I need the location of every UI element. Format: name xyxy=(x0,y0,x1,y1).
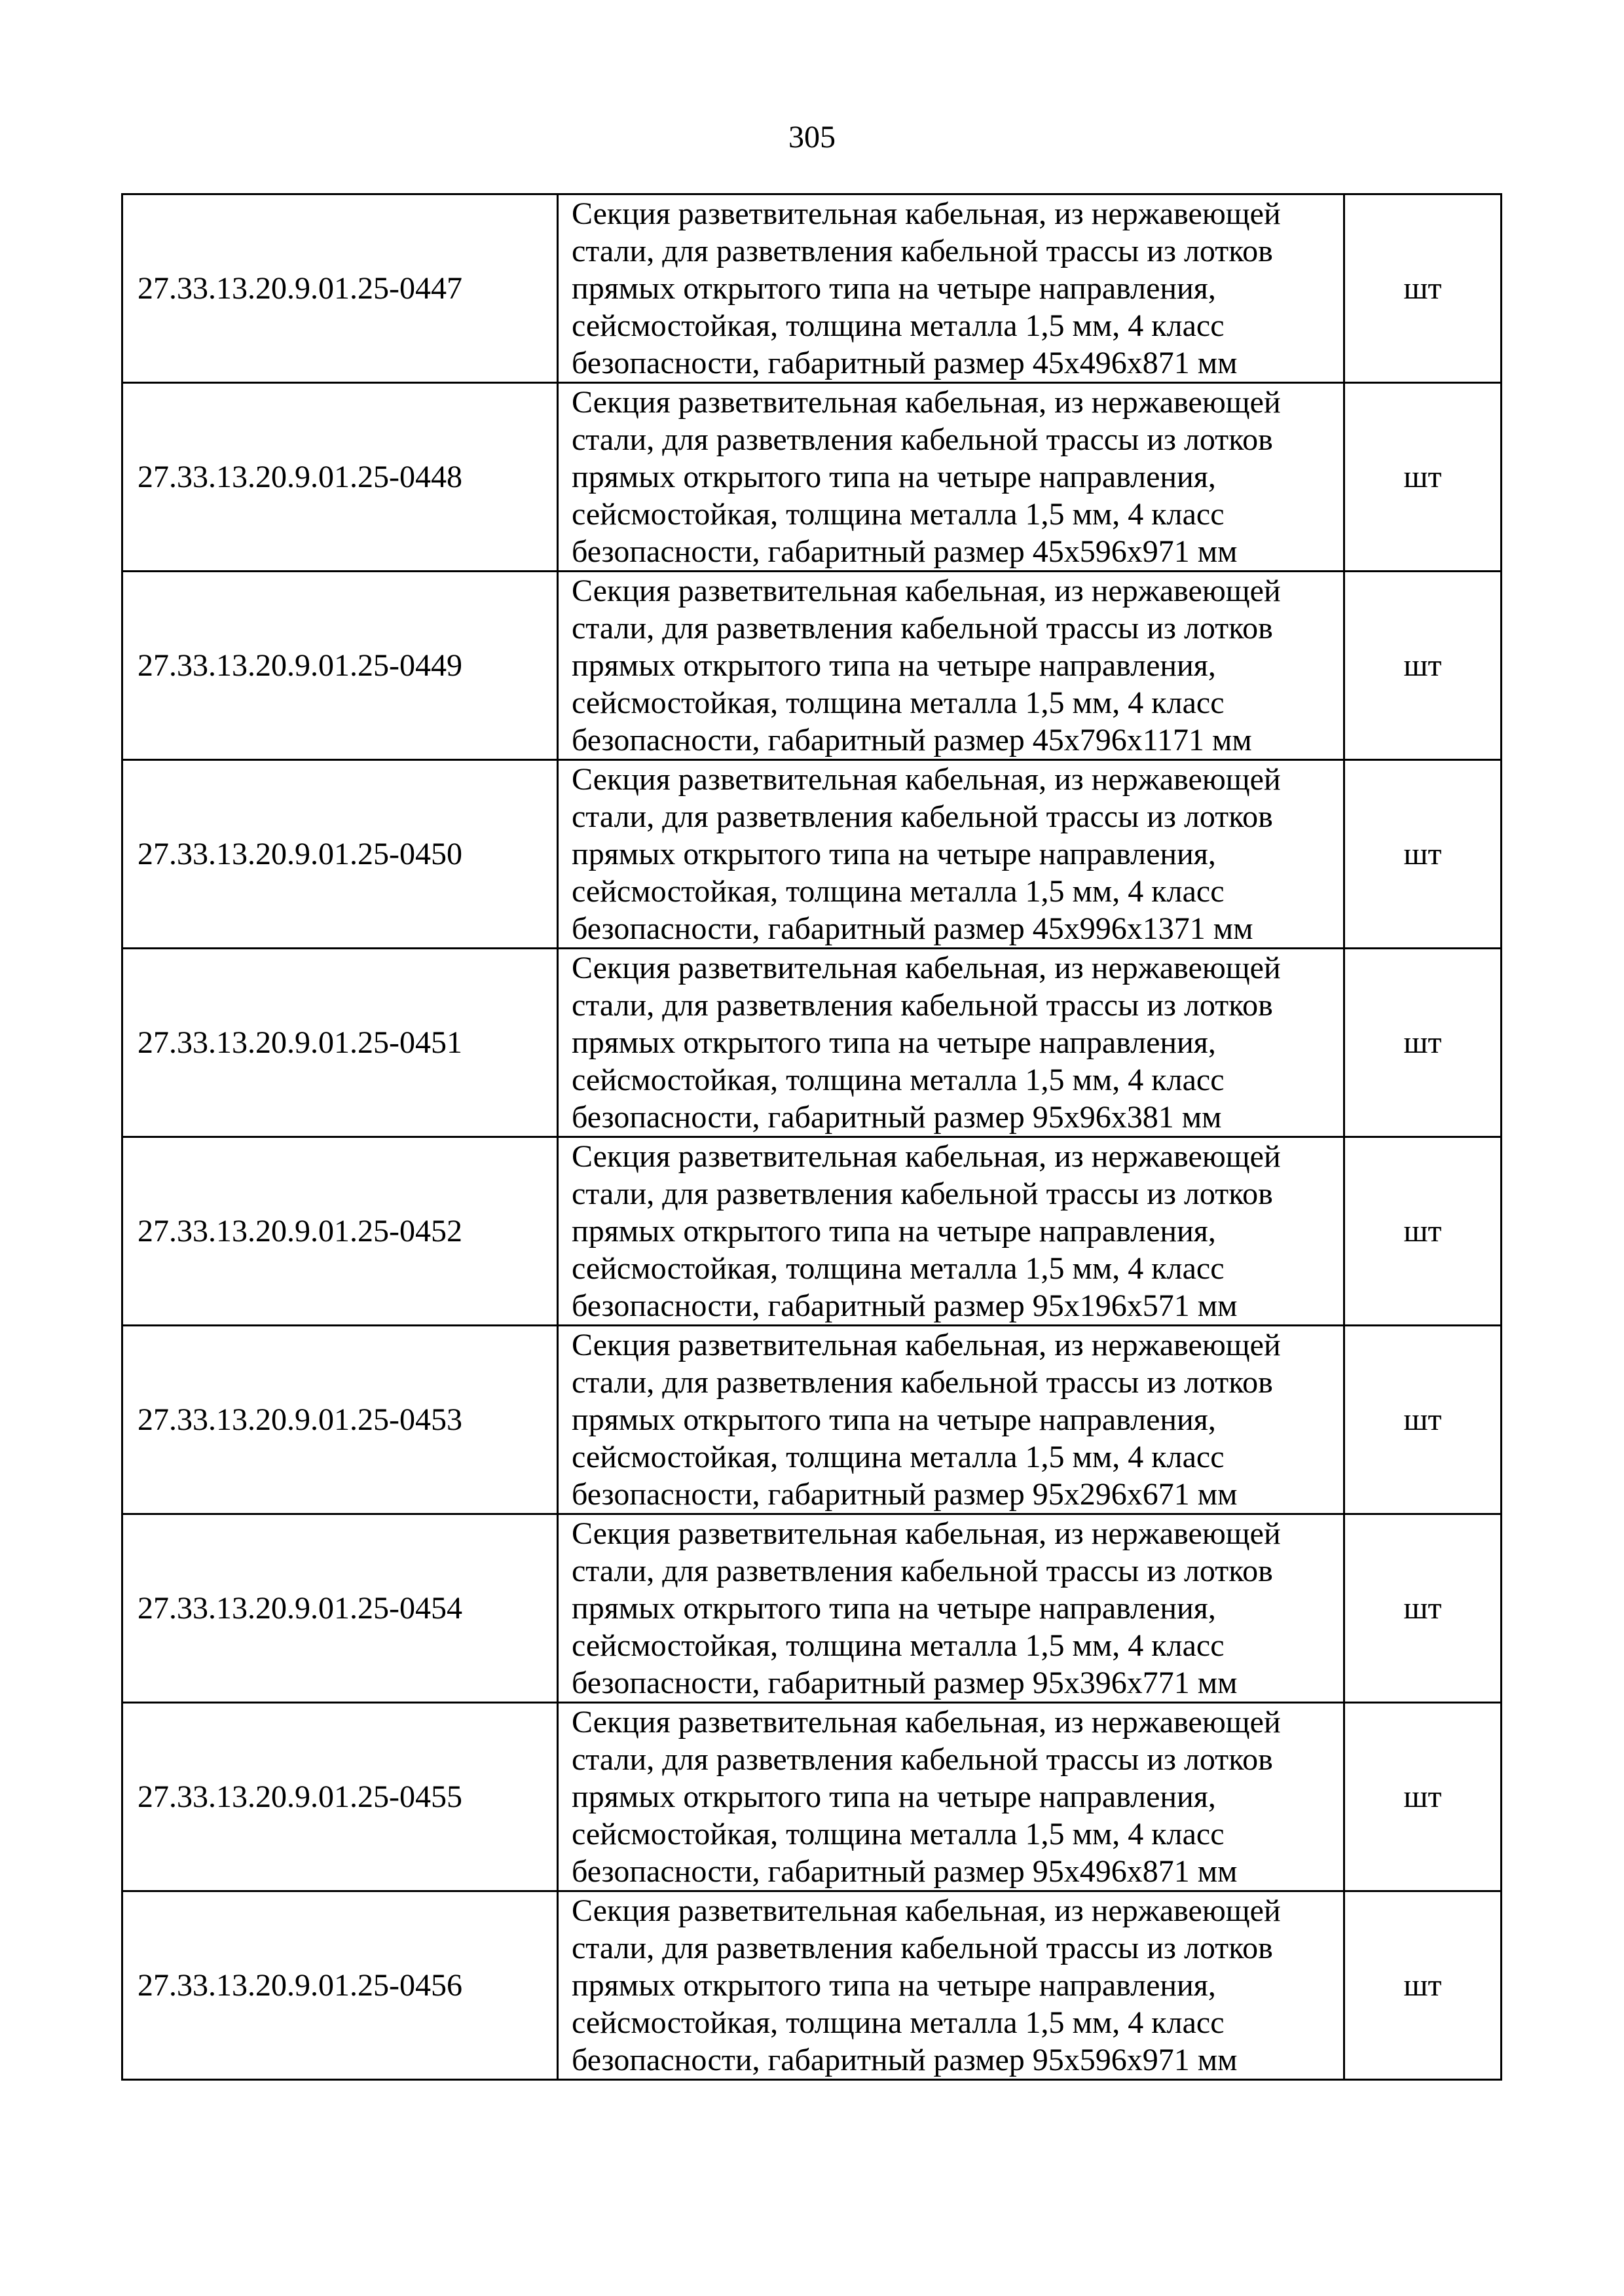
description-line: стали, для разветвления кабельной трассы из лотков xyxy=(572,422,1273,457)
description-line: сейсмостойкая, толщина металла 1,5 мм, 4 класс xyxy=(572,1063,1225,1097)
description-line: прямых открытого типа на четыре направления, xyxy=(572,1779,1216,1814)
resource-code: 27.33.13.20.9.01.25-0453 xyxy=(122,1326,558,1514)
description-line: сейсмостойкая, толщина металла 1,5 мм, 4 класс xyxy=(572,1440,1225,1474)
description-line: сейсмостойкая, толщина металла 1,5 мм, 4 класс xyxy=(572,685,1225,720)
description-line: стали, для разветвления кабельной трассы из лотков xyxy=(572,1931,1273,1965)
description-line: Секция разветвительная кабельная, из нержавеющей xyxy=(572,951,1281,985)
description-line: прямых открытого типа на четыре направления, xyxy=(572,460,1216,494)
description-line: стали, для разветвления кабельной трассы из лотков xyxy=(572,1554,1273,1588)
description-line: безопасности, габаритный размер 45x496x871 мм xyxy=(572,346,1238,380)
unit-of-measure: шт xyxy=(1344,949,1502,1137)
description-line: сейсмостойкая, толщина металла 1,5 мм, 4 класс xyxy=(572,2005,1225,2040)
description-line: стали, для разветвления кабельной трассы из лотков xyxy=(572,1176,1273,1211)
table-row xyxy=(122,1137,1502,1326)
page-number: 305 xyxy=(788,120,836,155)
unit-of-measure: шт xyxy=(1344,1514,1502,1703)
resource-code: 27.33.13.20.9.01.25-0455 xyxy=(122,1703,558,1891)
resource-description xyxy=(558,760,1344,949)
description-line: прямых открытого типа на четыре направления, xyxy=(572,1591,1216,1626)
description-line: Секция разветвительная кабельная, из нержавеющей xyxy=(572,385,1281,420)
resource-description xyxy=(558,949,1344,1137)
description-line: стали, для разветвления кабельной трассы из лотков xyxy=(572,1742,1273,1777)
description-line: сейсмостойкая, толщина металла 1,5 мм, 4 класс xyxy=(572,497,1225,532)
resource-code: 27.33.13.20.9.01.25-0448 xyxy=(122,383,558,572)
description-line: стали, для разветвления кабельной трассы из лотков xyxy=(572,611,1273,646)
description-line: прямых открытого типа на четыре направления, xyxy=(572,1025,1216,1060)
description-line: безопасности, габаритный размер 95x296x671 мм xyxy=(572,1477,1238,1512)
description-line: Секция разветвительная кабельная, из нержавеющей xyxy=(572,1328,1281,1362)
description-line: безопасности, габаритный размер 45x596x971 мм xyxy=(572,534,1238,569)
description-line: Секция разветвительная кабельная, из нержавеющей xyxy=(572,196,1281,231)
unit-of-measure: шт xyxy=(1344,383,1502,572)
table-row xyxy=(122,194,1502,383)
table-row xyxy=(122,572,1502,760)
description-line: Секция разветвительная кабельная, из нержавеющей xyxy=(572,1516,1281,1551)
description-line: безопасности, габаритный размер 95x396x771 мм xyxy=(572,1666,1238,1700)
description-line: безопасности, габаритный размер 95x196x571 мм xyxy=(572,1288,1238,1323)
table-row xyxy=(122,1514,1502,1703)
description-line: безопасности, габаритный размер 45x996x1371 мм xyxy=(572,911,1253,946)
description-line: прямых открытого типа на четыре направления, xyxy=(572,1402,1216,1437)
resource-code: 27.33.13.20.9.01.25-0450 xyxy=(122,760,558,949)
description-line: Секция разветвительная кабельная, из нержавеющей xyxy=(572,574,1281,608)
table-row xyxy=(122,1326,1502,1514)
resource-code: 27.33.13.20.9.01.25-0456 xyxy=(122,1891,558,2080)
description-line: Секция разветвительная кабельная, из нержавеющей xyxy=(572,762,1281,797)
description-line: Секция разветвительная кабельная, из нержавеющей xyxy=(572,1705,1281,1740)
description-line: сейсмостойкая, толщина металла 1,5 мм, 4 класс xyxy=(572,1817,1225,1851)
unit-of-measure: шт xyxy=(1344,1891,1502,2080)
description-line: стали, для разветвления кабельной трассы из лотков xyxy=(572,1365,1273,1400)
resource-description xyxy=(558,1891,1344,2080)
resource-description xyxy=(558,1514,1344,1703)
description-line: прямых открытого типа на четыре направления, xyxy=(572,837,1216,871)
description-line: сейсмостойкая, толщина металла 1,5 мм, 4 класс xyxy=(572,874,1225,909)
description-line: стали, для разветвления кабельной трассы из лотков xyxy=(572,799,1273,834)
resource-description xyxy=(558,383,1344,572)
description-line: стали, для разветвления кабельной трассы из лотков xyxy=(572,988,1273,1023)
resource-code: 27.33.13.20.9.01.25-0454 xyxy=(122,1514,558,1703)
resource-description xyxy=(558,194,1344,383)
description-line: Секция разветвительная кабельная, из нержавеющей xyxy=(572,1139,1281,1174)
items-table xyxy=(121,193,1502,2081)
table-row xyxy=(122,949,1502,1137)
resource-code: 27.33.13.20.9.01.25-0449 xyxy=(122,572,558,760)
table-row xyxy=(122,760,1502,949)
description-line: сейсмостойкая, толщина металла 1,5 мм, 4 класс xyxy=(572,1628,1225,1663)
description-line: прямых открытого типа на четыре направления, xyxy=(572,1214,1216,1248)
description-line: прямых открытого типа на четыре направления, xyxy=(572,648,1216,683)
items-table-body xyxy=(122,194,1502,2080)
resource-code: 27.33.13.20.9.01.25-0452 xyxy=(122,1137,558,1326)
resource-description xyxy=(558,1137,1344,1326)
description-line: безопасности, габаритный размер 45x796x1171 мм xyxy=(572,723,1252,757)
unit-of-measure: шт xyxy=(1344,760,1502,949)
unit-of-measure: шт xyxy=(1344,1137,1502,1326)
description-line: сейсмостойкая, толщина металла 1,5 мм, 4 класс xyxy=(572,308,1225,343)
resource-description xyxy=(558,1703,1344,1891)
description-line: безопасности, габаритный размер 95x596x971 мм xyxy=(572,2043,1238,2077)
table-row xyxy=(122,383,1502,572)
description-line: стали, для разветвления кабельной трассы из лотков xyxy=(572,234,1273,268)
description-line: безопасности, габаритный размер 95x496x871 мм xyxy=(572,1854,1238,1889)
description-line: прямых открытого типа на четыре направления, xyxy=(572,271,1216,306)
unit-of-measure: шт xyxy=(1344,1326,1502,1514)
resource-code: 27.33.13.20.9.01.25-0451 xyxy=(122,949,558,1137)
description-line: сейсмостойкая, толщина металла 1,5 мм, 4 класс xyxy=(572,1251,1225,1286)
description-line: прямых открытого типа на четыре направления, xyxy=(572,1968,1216,2003)
unit-of-measure: шт xyxy=(1344,572,1502,760)
resource-description xyxy=(558,572,1344,760)
table-row xyxy=(122,1703,1502,1891)
unit-of-measure: шт xyxy=(1344,194,1502,383)
unit-of-measure: шт xyxy=(1344,1703,1502,1891)
description-line: безопасности, габаритный размер 95x96x381 мм xyxy=(572,1100,1222,1135)
resource-description xyxy=(558,1326,1344,1514)
table-row xyxy=(122,1891,1502,2080)
description-line: Секция разветвительная кабельная, из нержавеющей xyxy=(572,1893,1281,1928)
resource-code: 27.33.13.20.9.01.25-0447 xyxy=(122,194,558,383)
